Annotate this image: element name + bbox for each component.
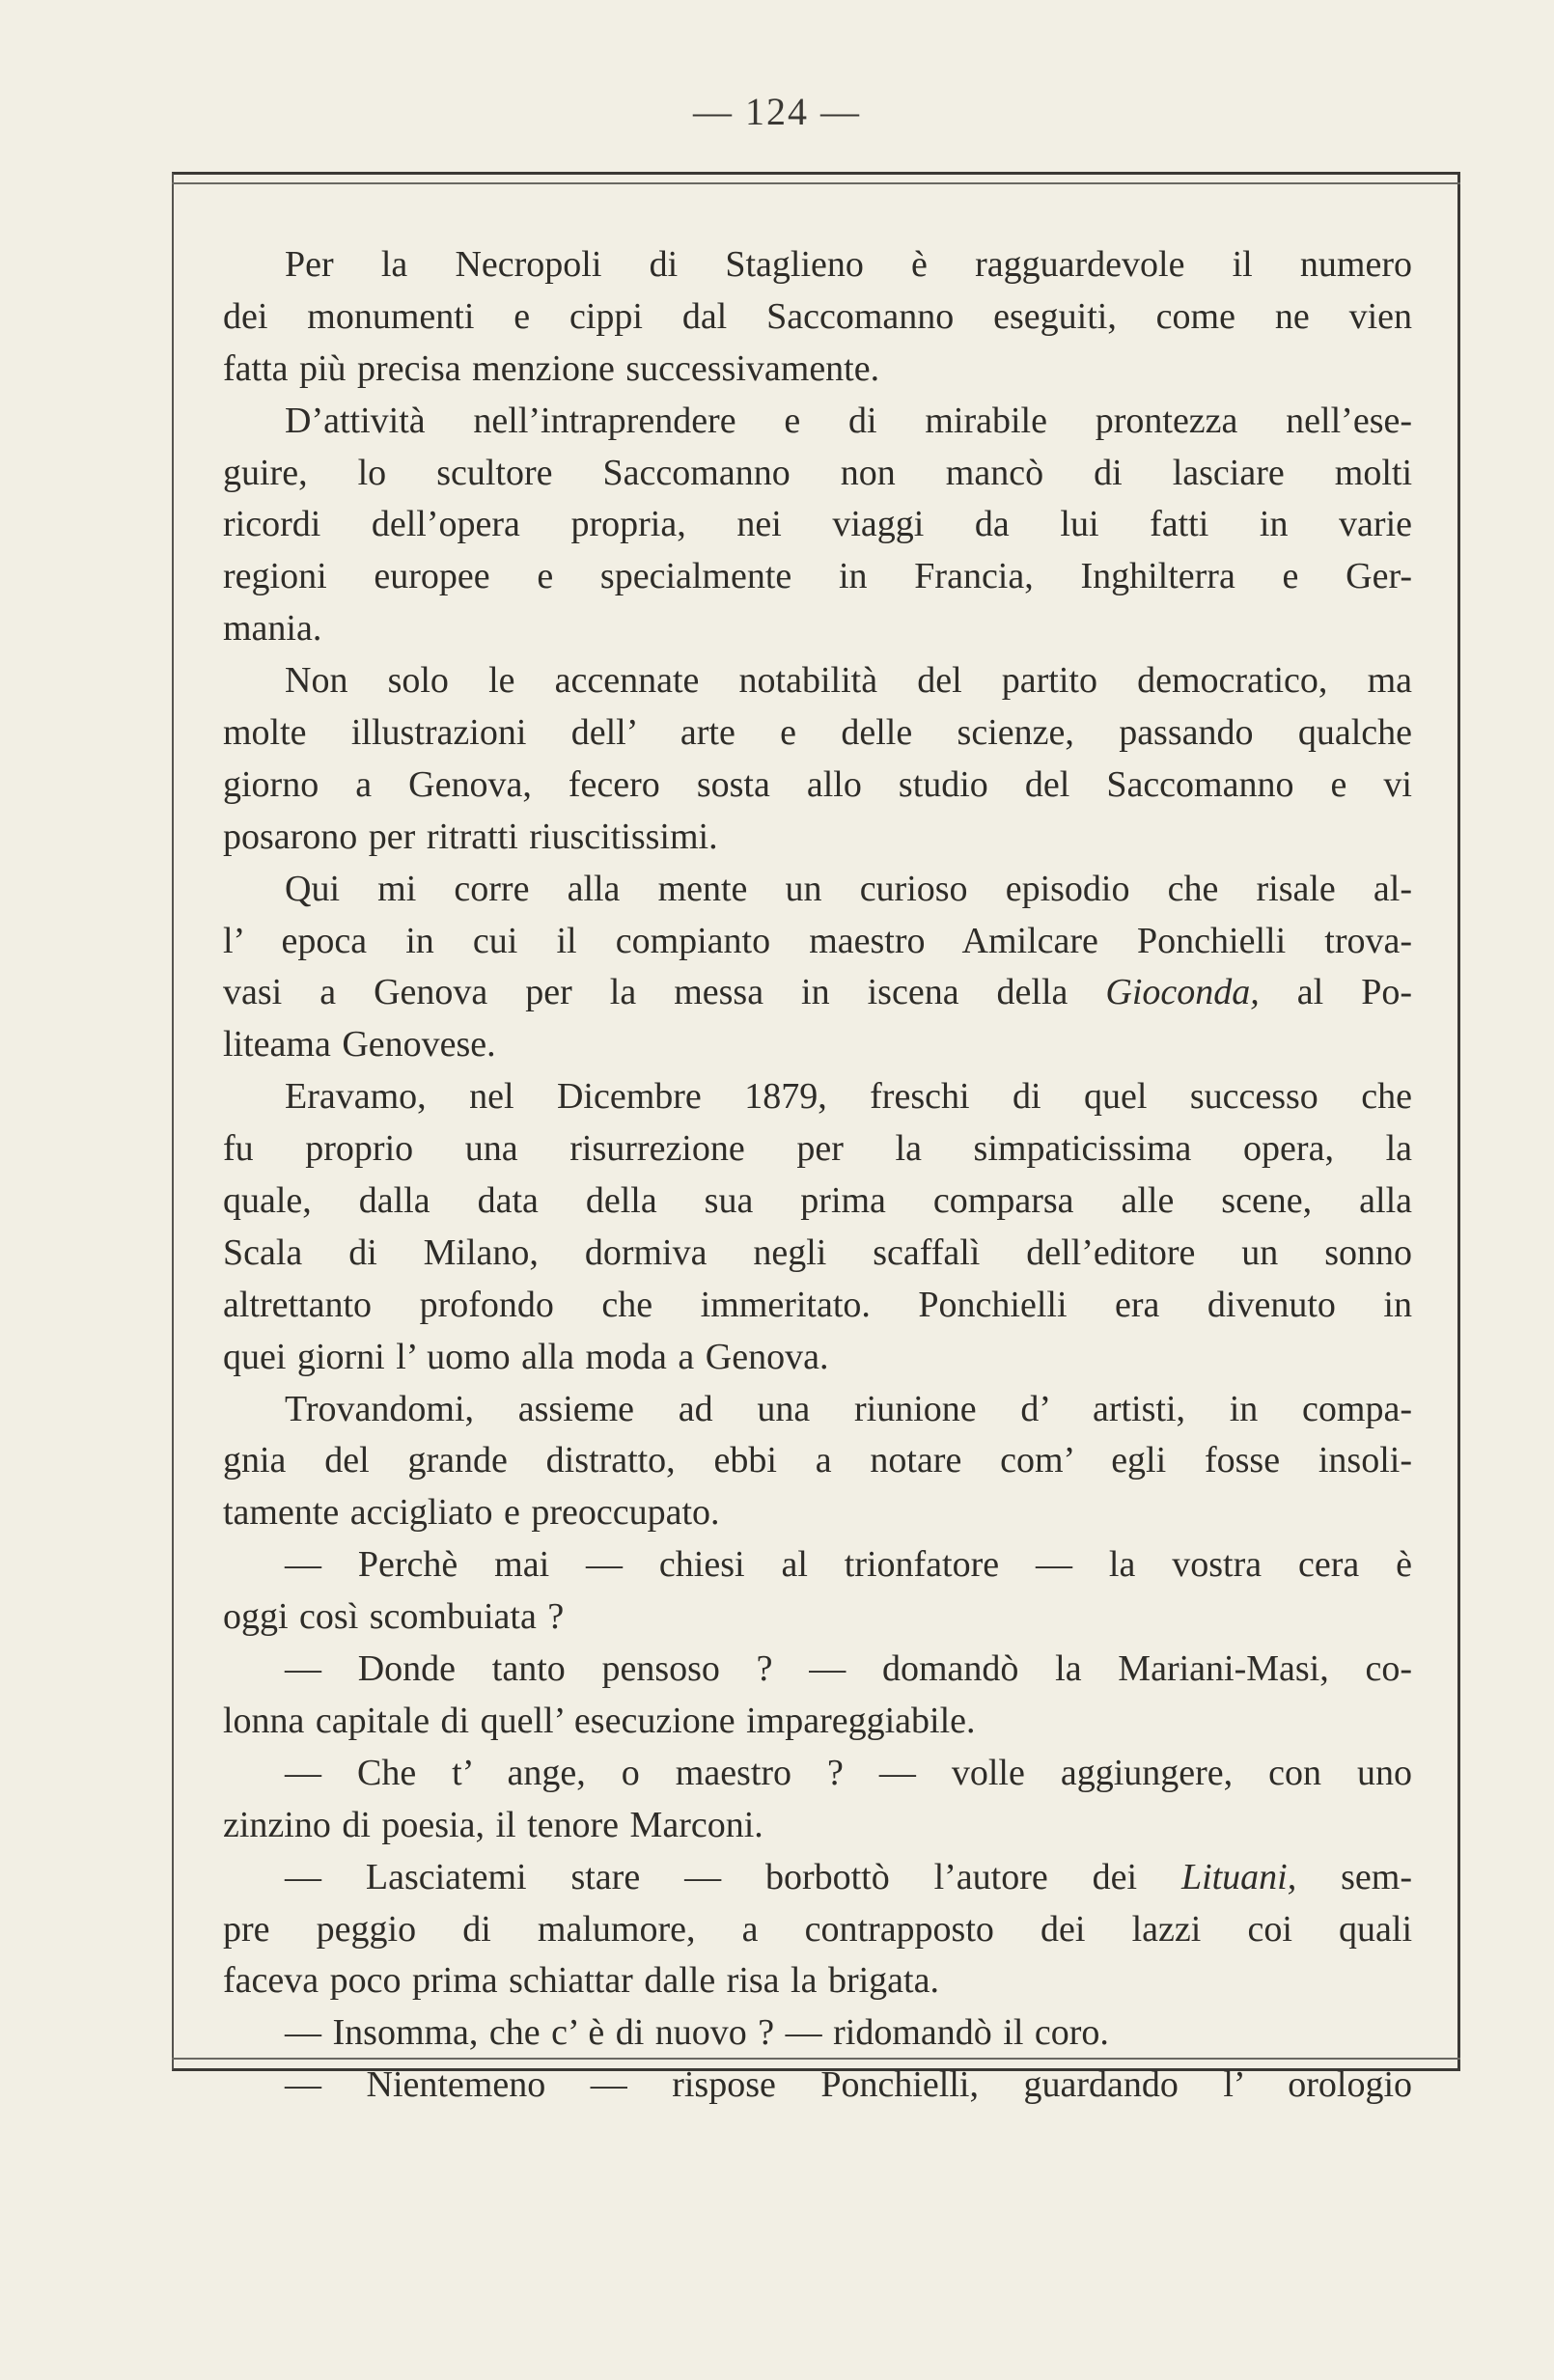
text-line-content: — Insomma, che c’ è di nuovo ? — ridomandò il coro. <box>285 2012 1109 2054</box>
italic-title: Gioconda, <box>1105 972 1260 1013</box>
text-line-content: giorno a Genova, fecero sosta allo studio del Saccomanno e vi <box>223 763 1412 805</box>
text-line <box>223 344 1412 396</box>
text-line-content: tamente accigliato e preoccupato. <box>223 1492 720 1534</box>
text-line-content: D’attività nell’intraprendere e di mirabile prontezza nell’ese- <box>285 400 1412 441</box>
text-line <box>223 1696 1412 1748</box>
text-line-content: oggi così scombuiata ? <box>223 1596 565 1638</box>
text-line <box>223 1748 1412 1800</box>
text-line <box>223 1384 1412 1436</box>
text-line <box>223 1228 1412 1280</box>
text-line <box>223 655 1412 707</box>
text-line-content: Eravamo, nel Dicembre 1879, freschi di quel successo che <box>285 1076 1412 1118</box>
body-text <box>223 239 1412 2112</box>
text-line-content: fu proprio una risurrezione per la simpaticissima opera, la <box>223 1128 1412 1170</box>
text-line-content: molte illustrazioni dell’ arte e delle scienze, passando qualche <box>223 712 1412 754</box>
text-line-content: gnia del grande distratto, ebbi a notare com’ egli fosse insoli- <box>223 1440 1412 1481</box>
text-line <box>223 812 1412 864</box>
text-line <box>223 1487 1412 1539</box>
text-line-content: Scala di Milano, dormiva negli scaffalì dell’editore un sonno <box>223 1232 1412 1273</box>
text-line-content: — Nientemeno — rispose Ponchielli, guardando l’ orologio <box>285 2064 1412 2106</box>
text-line-content: altrettanto profondo che immeritato. Ponchielli era divenuto in <box>223 1284 1412 1325</box>
text-line-content: lonna capitale di quell’ esecuzione impareggiabile. <box>223 1700 976 1741</box>
text-line-content: al Po- <box>1259 972 1412 1013</box>
text-line-content: regioni europee e specialmente in Francia, Inghilterra e Ger- <box>223 556 1412 597</box>
text-line-content: — Perchè mai — chiesi al trionfatore — la vostra cera è <box>285 1544 1412 1586</box>
text-line <box>223 1176 1412 1228</box>
text-line <box>223 1123 1412 1176</box>
text-line <box>223 499 1412 551</box>
text-line-content: posarono per ritratti riuscitissimi. <box>223 816 718 857</box>
text-line <box>223 1019 1412 1071</box>
text-line-content: dei monumenti e cippi dal Saccomanno eseguiti, come ne vien <box>223 295 1412 337</box>
text-line-content: — Che t’ ange, o maestro ? — volle aggiungere, con uno <box>285 1752 1412 1793</box>
text-line-content: guire, lo scultore Saccomanno non mancò di lasciare molti <box>223 452 1412 493</box>
text-line <box>223 1591 1412 1644</box>
text-line-content: quei giorni l’ uomo alla moda a Genova. <box>223 1336 829 1377</box>
text-line-content: fatta più precisa menzione successivamente. <box>223 347 880 389</box>
text-line <box>223 707 1412 760</box>
text-line-content: vasi a Genova per la messa in iscena della <box>223 972 1106 1013</box>
text-line-content: — Donde tanto pensoso ? — domandò la Mariani-Masi, co- <box>285 1648 1412 1690</box>
italic-title: Lituani, <box>1180 1856 1297 1897</box>
text-line <box>223 1904 1412 1956</box>
text-line <box>223 967 1412 1019</box>
text-line-content: Per la Necropoli di Staglieno è ragguardevole il numero <box>285 244 1412 285</box>
text-line-content: — Lasciatemi stare — borbottò l’autore dei <box>285 1856 1181 1897</box>
text-line-content: liteama Genovese. <box>223 1024 496 1065</box>
text-line <box>223 1644 1412 1696</box>
text-line <box>223 1539 1412 1591</box>
text-line <box>223 1800 1412 1852</box>
text-line <box>223 239 1412 291</box>
frame-top-rule <box>172 182 1460 184</box>
text-line-content: ricordi dell’opera propria, nei viaggi da lui fatti in varie <box>223 504 1412 545</box>
text-line <box>223 760 1412 812</box>
page-number: — 124 — <box>693 90 861 133</box>
text-line-content: l’ epoca in cui il compianto maestro Amilcare Ponchielli trova- <box>223 920 1412 961</box>
text-line <box>223 864 1412 916</box>
text-line <box>223 396 1412 448</box>
text-line <box>223 1955 1412 2007</box>
text-line-content: quale, dalla data della sua prima comparsa alle scene, alla <box>223 1180 1412 1222</box>
text-line-content: sem- <box>1296 1856 1412 1897</box>
text-line-content: zinzino di poesia, il tenore Marconi. <box>223 1804 763 1845</box>
text-line <box>223 2060 1412 2112</box>
text-line <box>223 916 1412 968</box>
text-line <box>223 291 1412 344</box>
text-line <box>223 1852 1412 1904</box>
text-line-content: Qui mi corre alla mente un curioso episodio che risale al- <box>285 868 1412 909</box>
text-line-content: mania. <box>223 608 322 650</box>
text-line <box>223 551 1412 603</box>
text-line <box>223 2007 1412 2060</box>
text-line-content: pre peggio di malumore, a contrapposto dei lazzi coi quali <box>223 1908 1412 1950</box>
text-line <box>223 1071 1412 1123</box>
text-line <box>223 1332 1412 1384</box>
text-line-content: Non solo le accennate notabilità del partito democratico, ma <box>285 660 1412 702</box>
text-line <box>223 1435 1412 1487</box>
text-line <box>223 448 1412 500</box>
text-line-content: Trovandomi, assieme ad una riunione d’ artisti, in compa- <box>285 1388 1412 1429</box>
text-line <box>223 603 1412 655</box>
text-line-content: faceva poco prima schiattar dalle risa la brigata. <box>223 1960 939 2002</box>
text-line <box>223 1280 1412 1332</box>
